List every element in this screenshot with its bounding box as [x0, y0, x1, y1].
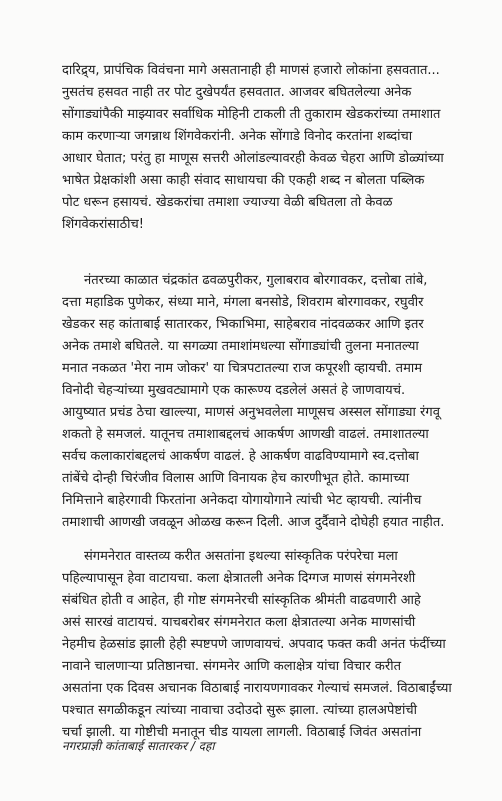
text-line: दारिद्र्य, प्रापंचिक विवंचना मागे असतानाही ही माणसं हजारो लोकांना हसवतात... — [62, 63, 440, 78]
text-line: नंतरच्या काळात चंद्रकांत ढवळपुरीकर, गुलाबराव बोरगावकर, दत्तोबा तांबे, — [84, 273, 428, 288]
text-line: सोंगाड्यांपैकी माझ्यावर सर्वाधिक मोहिनी टाकली ती तुकाराम खेडकरांच्या तमाशात — [62, 107, 441, 122]
text-line: भाषेत प्रेक्षकांशी असा काही संवाद साधायचा की एकही शब्द न बोलता पब्लिक — [62, 173, 425, 188]
text-line: नावाने चालणाऱ्या प्रतिष्ठानचा. संगमनेर आणि कलाक्षेत्र यांचा विचार करीत — [62, 659, 402, 674]
text-line: खेडकर सह कांताबाई सातारकर, भिकाभिमा, साहेबराव नांदवळकर आणि इतर — [62, 317, 424, 332]
text-line: सर्वच कलाकारांबद्दलचं आकर्षण वाढलं. हे आकर्षण वाढविण्यामागे स्व.दत्तोबा — [62, 449, 419, 464]
text-line: पहिल्यापासून हेवा वाटायचा. कला क्षेत्रातली अनेक दिग्गज माणसं संगमनेरशी — [62, 571, 416, 586]
text-line: दत्ता महाडिक पुणेकर, संध्या माने, मंगला बनसोडे, शिवराम बोरगावकर, रघुवीर — [62, 295, 424, 310]
paragraph-2 — [62, 270, 484, 534]
text-line: पश्चात सगळीकडून त्यांच्या नावाचा उदोउदो सुरू झाला. त्यांच्या हालअपेष्टांची — [62, 703, 417, 718]
text-line: तमाशाची आणखी जवळून ओळख करून दिली. आज दुर्दैवाने दोघेही हयात नाहीत. — [62, 515, 445, 530]
paragraph-1 — [62, 60, 484, 236]
text-line: शिंगवेकरांसाठीच! — [62, 217, 144, 232]
text-line: नेहमीच हेळसांड झाली हेही स्पष्टपणे जाणवायचं. अपवाद फक्त कवी अनंत फंदींच्या — [62, 637, 446, 652]
text-line: शकतो हे समजलं. यातूनच तमाशाबद्दलचं आकर्षण आणखी वाढलं. तमाशातल्या — [62, 427, 429, 442]
page-footer: नगरप्राज्ञी कांताबाई सातारकर / दहा — [62, 739, 215, 753]
text-line: तांबेंचे दोन्ही चिरंजीव विलास आणि विनायक हेच कारणीभूत होते. कामाच्या — [62, 471, 410, 486]
text-line: विनोदी चेहऱ्यांच्या मुखवट्यामागे एक कारूण्य दडलेलं असतं हे जाणवायचं. — [62, 383, 406, 398]
text-line: आयुष्यात प्रचंड ठेचा खाल्ल्या, माणसं अनुभवलेला माणूसच अस्सल सोंगाड्या रंगवू — [62, 405, 440, 420]
text-line: संगमनेरात वास्तव्य करीत असतांना इथल्या सांस्कृतिक परंपरेचा मला — [84, 549, 398, 564]
text-line: काम करणाऱ्या जगन्नाथ शिंगवेकरांनी. अनेक सोंगाडे विनोद करतांना शब्दांचा — [62, 129, 413, 144]
text-line: चर्चा झाली. या गोष्टीची मनातून चीड यायला लागली. विठाबाई जिवंत असतांना — [62, 725, 422, 740]
text-line: असतांना एक दिवस अचानक विठाबाई नारायणगावकर गेल्याचं समजलं. विठाबाईंच्या — [62, 681, 452, 696]
text-line: संबंधित होती व आहेत, ही गोष्ट संगमनेरची सांस्कृतिक श्रीमंती वाढवणारी आहे — [62, 593, 421, 608]
text-line: अनेक तमाशे बघितले. या सगळ्या तमाशांमधल्या सोंगाड्यांची तुलना मनातल्या — [62, 339, 419, 354]
text-line: नुसतंच हसवत नाही तर पोट दुखेपर्यंत हसवतात. आजवर बघितलेल्या अनेक — [62, 85, 412, 100]
text-line: मनात नकळत 'मेरा नाम जोकर' या चित्रपटातल्या राज कपूरशी व्हायची. तमाम — [62, 361, 422, 376]
text-line: पोट धरून हसायचं. खेडकरांचा तमाशा ज्याज्या वेळी बघितला तो केवळ — [62, 195, 393, 210]
text-line: आधार घेतात; परंतु हा माणूस सत्तरी ओलांडल्यावरही केवळ चेहरा आणि डोळ्यांच्या — [62, 151, 444, 166]
text-line: असं सारखं वाटायचं. याचबरोबर संगमनेरात कला क्षेत्रातल्या अनेक माणसांची — [62, 615, 416, 630]
paragraph-3 — [62, 546, 484, 744]
text-line: निमित्ताने बाहेरगावी फिरतांना अनेकदा योगायोगाने त्यांची भेट व्हायची. त्यांनीच — [62, 493, 422, 508]
